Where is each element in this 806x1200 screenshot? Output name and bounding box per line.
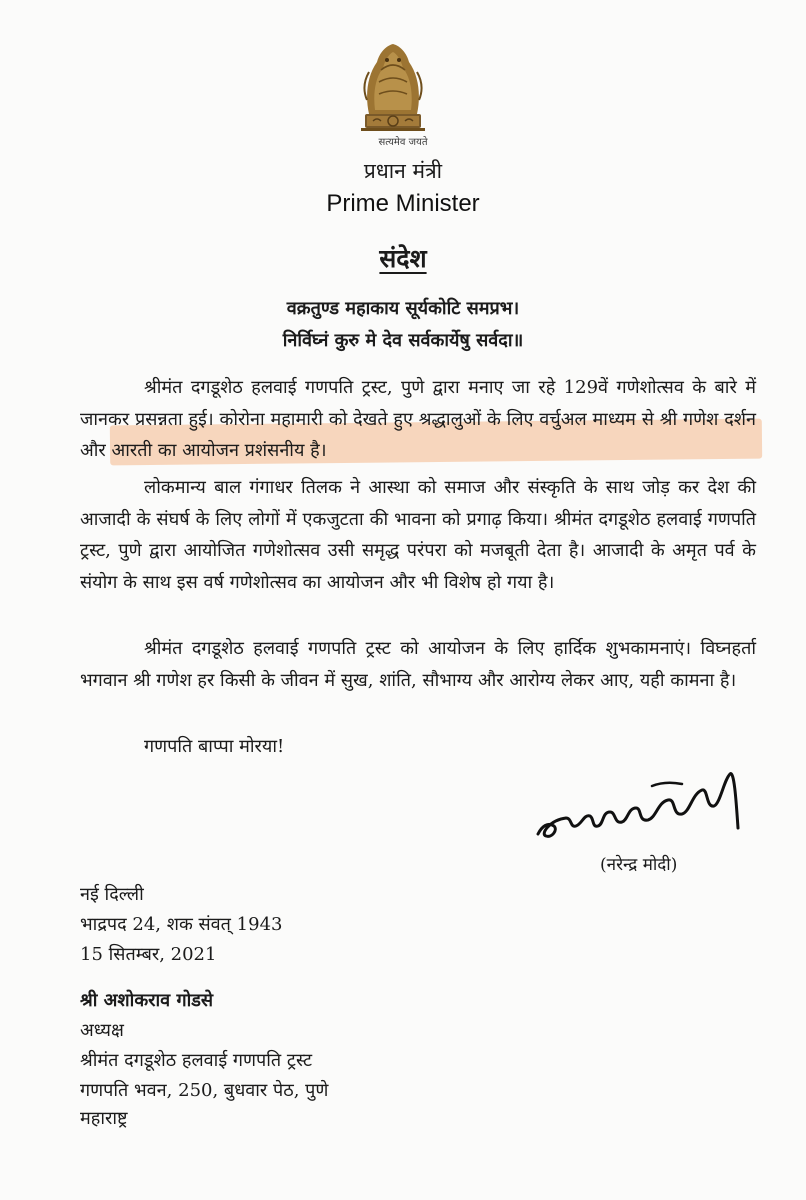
closing-greeting: गणपति बाप्पा मोरया! xyxy=(144,736,285,757)
national-emblem-icon xyxy=(343,30,443,146)
signature-image xyxy=(532,768,748,848)
shloka-line-2: निर्विघ्नं कुरु मे देव सर्वकार्येषु सर्वदा॥ xyxy=(282,330,524,351)
addressee-organization: श्रीमंत दगडूशेठ हलवाई गणपति ट्रस्ट xyxy=(80,1050,313,1071)
hindu-date: भाद्रपद 24, शक संवत् 1943 xyxy=(80,914,283,935)
office-title-english: Prime Minister xyxy=(326,190,480,217)
paragraph-3: श्रीमंत दगडूशेठ हलवाई गणपति ट्रस्ट को आयोजन के लिए हार्दिक शुभकामनाएं। विघ्नहर्ता भगवान श्री गणेश हर किसी के जीवन में सुख, शांति, सौभाग्य और आरोग्य लेकर आए, यही कामना है। xyxy=(80,638,756,691)
place: नई दिल्ली xyxy=(80,884,144,905)
shloka-line-1: वक्रतुण्ड महाकाय सूर्यकोटि समप्रभ। xyxy=(286,298,520,319)
addressee-address: गणपति भवन, 250, बुधवार पेठ, पुणे xyxy=(80,1080,329,1101)
emblem-motto: सत्यमेव जयते xyxy=(378,137,428,148)
addressee-title: अध्यक्ष xyxy=(80,1020,124,1041)
paragraph-1: श्रीमंत दगडूशेठ हलवाई गणपति ट्रस्ट, पुणे द्वारा मनाए जा रहे 129वें गणेशोत्सव के बारे में जानकर प्रसन्नता हुई। कोरोना महामारी को देखते हुए श्रद्धालुओं के लिए वर्चुअल माध्यम से श्री गणेश दर्शन और आरती का आयोजन प्रशंसनीय है। xyxy=(80,377,756,461)
office-title-hindi: प्रधान मंत्री xyxy=(363,159,443,183)
addressee-name: श्री अशोकराव गोडसे xyxy=(80,990,214,1011)
message-heading: संदेश xyxy=(379,244,427,273)
addressee-state: महाराष्ट्र xyxy=(80,1108,128,1129)
letter-date: 15 सितम्बर, 2021 xyxy=(80,944,217,965)
signatory-name: (नरेन्द्र मोदी) xyxy=(600,855,678,875)
paragraph-2: लोकमान्य बाल गंगाधर तिलक ने आस्था को समाज और संस्कृति के साथ जोड़ कर देश की आजादी के संघर्ष के लिए लोगों में एकजुटता की भावना को प्रगाढ़ किया। श्रीमंत दगडूशेठ हलवाई गणपति ट्रस्ट, पुणे द्वारा आयोजित गणेशोत्सव उसी समृद्ध परंपरा को मजबूती देता है। आजादी के अमृत पर्व के संयोग के साथ इस वर्ष गणेशोत्सव का आयोजन और भी विशेष हो गया है। xyxy=(80,477,756,593)
